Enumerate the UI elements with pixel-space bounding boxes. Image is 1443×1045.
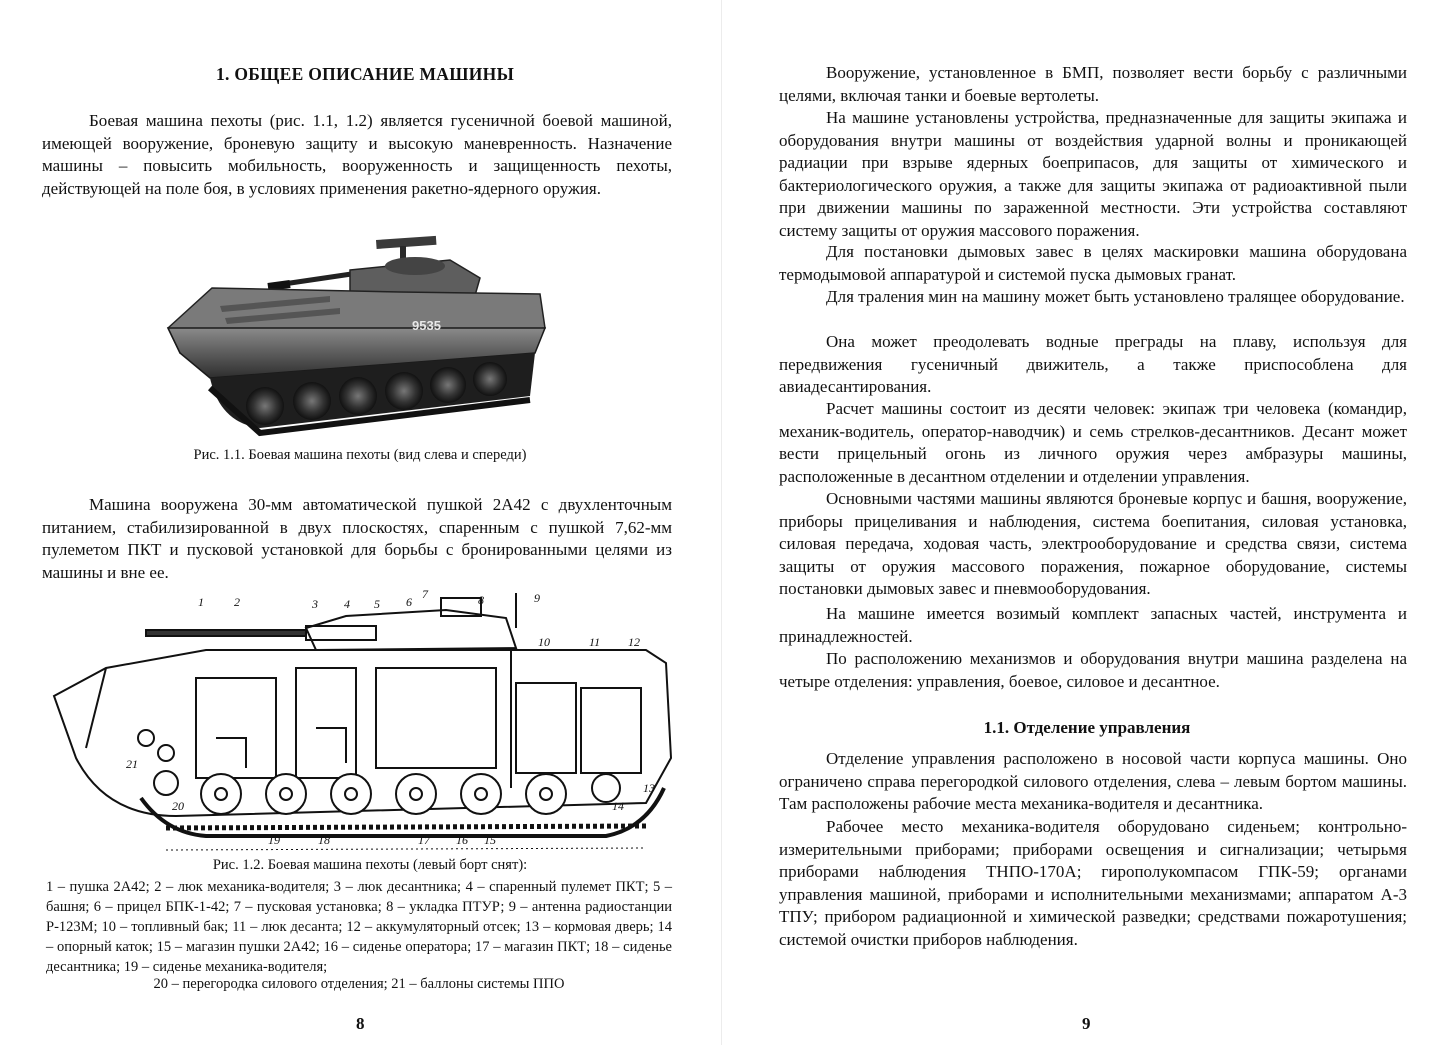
section-1-1-heading: 1.1. Отделение управления [983, 718, 1191, 737]
diagram-callout-17: 17 [418, 833, 430, 847]
chapter-heading: 1. ОБЩЕЕ ОПИСАНИЕ МАШИНЫ [215, 64, 515, 84]
diagram-callout-13: 13 [643, 781, 655, 795]
paragraph-amphibious: Она может преодолевать водные преграды на плаву, используя для передвижения гусеничный движитель, а также приспособлена для авиадесантирования. [779, 332, 1407, 396]
paragraph-protection: На машине установлены устройства, предназначенные для защиты экипажа и оборудования внутри машины от воздействия ударной волны и проникающей радиации при взрыве ядерных боеприпасов, для защиты от химического и бактериологического оружия, а также для защиты экипажа от радиоактивной пыли при движении машины по зараженной местности. Эти устройства составляют систему защиты от оружия массового поражения. [779, 108, 1407, 240]
paragraph-driver-workplace: Рабочее место механика-водителя оборудовано сиденьем; контрольно-измерительными приборами; приборами освещения и сигнализации; четырьмя приборами наблюдения ТНПО-170А; гирополукомпасом ГПК-59; органами управления машиной, приборами и исполнительными механизмами; аппаратом А-3 ТПУ; прибором радиационной и химической разведки; средствами пожаротушения; системой очистки приборов наблюдения. [779, 817, 1407, 949]
diagram-callout-5: 5 [374, 597, 380, 611]
diagram-callout-3: 3 [312, 597, 318, 611]
hull-number: 9535 [412, 318, 441, 333]
paragraph-control-compartment: Отделение управления расположено в носовой части корпуса машины. Оно ограничено справа перегородкой силового отделения, слева – левым бортом машины. Там расположены рабочие места механика-водителя и десантника. [779, 749, 1407, 813]
diagram-callout-8: 8 [478, 593, 484, 607]
diagram-callout-16: 16 [456, 833, 468, 847]
diagram-callout-9: 9 [534, 591, 540, 605]
intro-paragraph: Боевая машина пехоты (рис. 1.1, 1.2) является гусеничной боевой машиной, имеющей вооружение, броневую защиту и высокую маневренность. Назначение машины – повысить мобильность, вооруженность и защищенность пехоты, действующей на поле боя, в условиях применения ракетно-ядерного оружия. [42, 111, 672, 198]
diagram-callout-15: 15 [484, 833, 496, 847]
diagram-callout-7: 7 [422, 587, 428, 601]
paragraph-smoke: Для постановки дымовых завес в целях маскировки машина оборудована термодымовой аппаратурой и системой пуска дымовых гранат. [779, 242, 1407, 284]
page-number-right: 9 [1082, 1014, 1091, 1033]
paragraph-crew: Расчет машины состоит из десяти человек: экипаж три человека (командир, механик-водитель, оператор-наводчик) и семь стрелков-десантников. Десант может вести прицельный огонь из личного оружия через амбразуры машины, расположенные в десантном отделении и отделении управления. [779, 399, 1407, 486]
diagram-callout-2: 2 [234, 595, 240, 609]
diagram-callout-14: 14 [612, 799, 624, 813]
paragraph-spare-kit: На машине имеется возимый комплект запасных частей, инструмента и принадлежностей. [779, 604, 1407, 646]
diagram-callout-1: 1 [198, 595, 204, 609]
diagram-callout-12: 12 [628, 635, 640, 649]
paragraph-mine-trawl: Для траления мин на машину может быть установлено тралящее оборудование. [826, 287, 1405, 306]
paragraph-armament-capability: Вооружение, установленное в БМП, позволяет вести борьбу с различными целями, включая танки и боевые вертолеты. [779, 63, 1407, 105]
diagram-callout-6: 6 [406, 595, 412, 609]
figure-1-caption: Рис. 1.1. Боевая машина пехоты (вид слева и спереди) [193, 447, 527, 463]
armament-paragraph: Машина вооружена 30-мм автоматической пушкой 2А42 с двухленточным питанием, стабилизированной в двух плоскостях, спаренным с пушкой 7,62-мм пулеметом ПКТ и пусковой установкой для борьбы с бронированными целями из машины и вне ее. [42, 495, 672, 582]
figure-2-legend-last: 20 – перегородка силового отделения; 21 – баллоны системы ППО [153, 976, 565, 992]
bmp-photo [150, 228, 550, 443]
diagram-callout-11: 11 [589, 635, 601, 649]
diagram-callout-19: 19 [268, 833, 280, 847]
paragraph-main-parts: Основными частями машины являются броневые корпус и башня, вооружение, приборы прицеливания и наблюдения, система боепитания, силовая установка, силовая передача, ходовая часть, электрооборудование и средства связи, система защиты от оружия массового поражения, пожарное оборудование, системы постановки дымовых завес и пневмооборудования. [779, 489, 1407, 598]
bmp-cutaway-diagram [46, 588, 676, 860]
diagram-callout-18: 18 [318, 833, 330, 847]
diagram-callout-10: 10 [538, 635, 550, 649]
diagram-callout-4: 4 [344, 597, 350, 611]
page-number-left: 8 [356, 1014, 365, 1033]
diagram-callout-20: 20 [172, 799, 184, 813]
figure-2-caption: Рис. 1.2. Боевая машина пехоты (левый борт снят): [212, 857, 528, 873]
right-page [722, 0, 1443, 1045]
diagram-callout-21: 21 [126, 757, 138, 771]
paragraph-compartments: По расположению механизмов и оборудования внутри машина разделена на четыре отделения: управления, боевое, силовое и десантное. [779, 649, 1407, 691]
figure-2-legend: 1 – пушка 2А42; 2 – люк механика-водителя; 3 – люк десантника; 4 – спаренный пулемет ПКТ; 5 – башня; 6 – прицел БПК-1-42; 7 – пусковая установка; 8 – укладка ПТУР; 9 – антенна радиостанции Р-123М; 10 – топливный бак; 11 – люк десанта; 12 – аккумуляторный отсек; 13 – кормовая дверь; 14 – опорный каток; 15 – магазин пушки 2А42; 16 – сиденье оператора; 17 – магазин ПКТ; 18 – сиденье десантника; 19 – сиденье механика-водителя; [46, 879, 672, 975]
